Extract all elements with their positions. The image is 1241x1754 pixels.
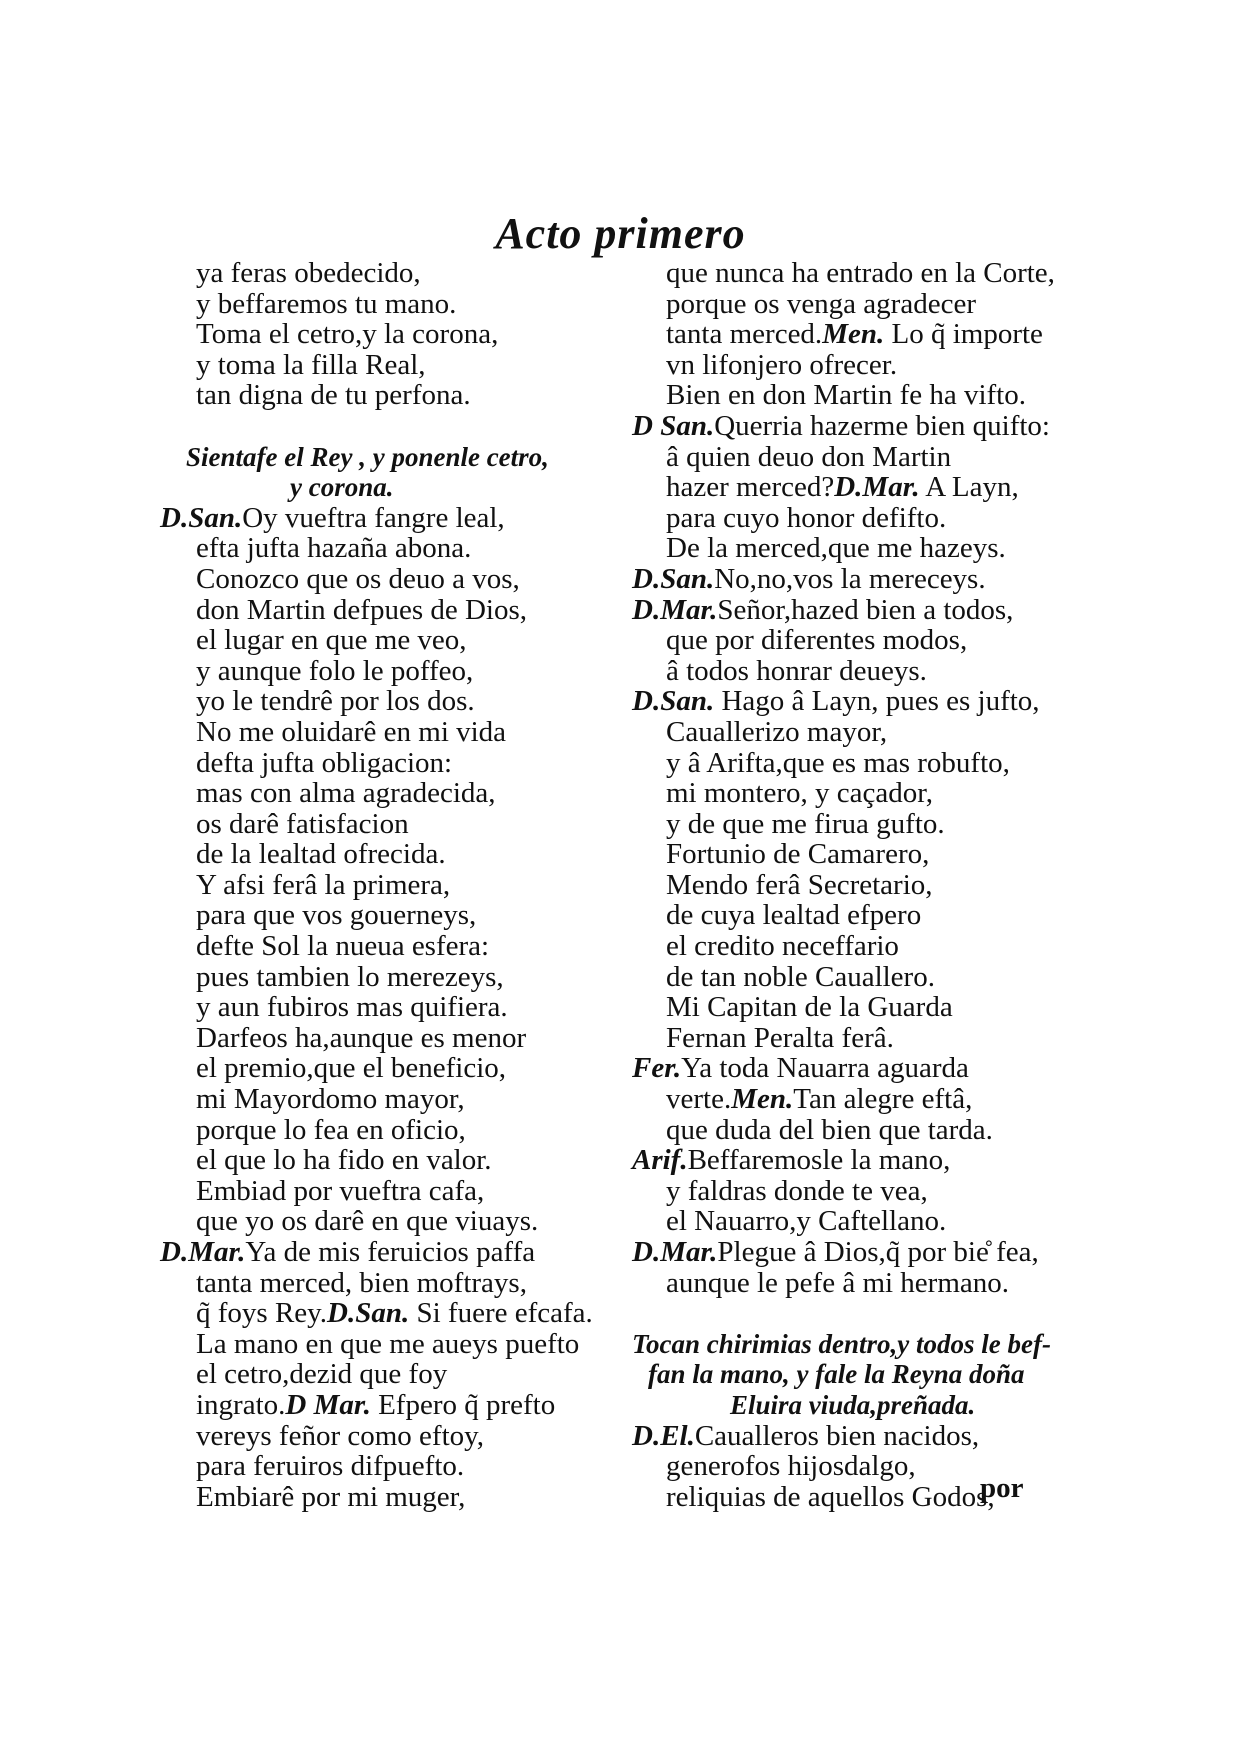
verse-text: que por diferentes modos, <box>666 624 968 657</box>
verse-text: de tan noble Cauallero. <box>666 960 935 993</box>
speaker-name: Men. <box>731 1083 794 1116</box>
verse-text: reliquias de aquellos Godos, <box>666 1480 995 1513</box>
verse-text: que nunca ha entrado en la Corte, <box>666 257 1055 289</box>
stage-direction-line: Eluira viuda,preñada. <box>730 1389 976 1420</box>
verse-line <box>620 900 1070 931</box>
verse-line <box>620 931 1070 962</box>
verse-text: para feruiros difpuefto. <box>196 1450 465 1483</box>
verse-line <box>620 533 1070 564</box>
stanza-gap <box>160 411 600 442</box>
speech-line <box>160 1237 600 1268</box>
verse-line <box>620 472 1070 503</box>
verse-line <box>160 1451 600 1482</box>
speech-line <box>620 1145 1070 1176</box>
stage-direction-line: fan la mano, y fale la Reyna doña <box>648 1359 1025 1390</box>
verse-text: Mendo ferâ Secretario, <box>666 868 933 901</box>
verse-line <box>160 748 600 779</box>
verse-text: y aunque folo le poffeo, <box>196 654 474 687</box>
verse-line <box>160 595 600 626</box>
verse-text: para que vos gouerneys, <box>196 899 477 932</box>
verse-line <box>160 809 600 840</box>
verse-text: y beffaremos tu mano. <box>196 287 457 320</box>
verse-text: el credito neceffario <box>666 930 899 963</box>
verse-text: Beffaremosle la mano, <box>687 1144 951 1177</box>
verse-text: ya feras obedecido, <box>196 257 421 289</box>
verse-line <box>160 962 600 993</box>
verse-line <box>160 1359 600 1390</box>
verse-text: Toma el cetro,y la corona, <box>196 318 499 351</box>
verse-text: Hago â Layn, pues es jufto, <box>714 685 1040 718</box>
verse-line <box>160 1115 600 1146</box>
verse-text: Ya toda Nauarra aguarda <box>681 1052 969 1085</box>
speech-line <box>620 1053 1070 1084</box>
verse-line <box>620 1023 1070 1054</box>
verse-line <box>160 1329 600 1360</box>
verse-text: â todos honrar deueys. <box>666 654 927 687</box>
verse-text: el Nauarro,y Caftellano. <box>666 1205 947 1238</box>
verse-line <box>620 1176 1070 1207</box>
verse-text: efta jufta hazaña abona. <box>196 532 472 565</box>
verse-text: Oy vueftra fangre leal, <box>242 501 505 534</box>
verse-text: tanta merced, bien moftrays, <box>196 1266 527 1299</box>
verse-line <box>620 962 1070 993</box>
verse-line <box>620 350 1070 381</box>
verse-line <box>160 656 600 687</box>
verse-line <box>620 258 1070 289</box>
verse-line <box>160 1298 600 1329</box>
speaker-name: D.Mar. <box>834 471 920 504</box>
verse-line <box>160 1390 600 1421</box>
verse-line <box>160 1421 600 1452</box>
speaker-name: D.San. <box>327 1297 410 1330</box>
verse-line <box>160 686 600 717</box>
speaker-name: D.San. <box>632 562 715 595</box>
verse-line <box>160 839 600 870</box>
stage-direction-line: Tocan chirimias dentro,y todos le bef- <box>632 1328 1051 1359</box>
verse-text: el lugar en que me veo, <box>196 624 467 657</box>
verse-text: el cetro,dezid que foy <box>196 1358 448 1391</box>
verse-line <box>620 717 1070 748</box>
speaker-name: Men. <box>822 318 885 351</box>
verse-line <box>160 533 600 564</box>
verse-text: aunque le pefe â mi hermano. <box>666 1266 1010 1299</box>
speaker-name: Arif. <box>632 1144 688 1177</box>
verse-text: pues tambien lo merezeys, <box>196 960 504 993</box>
verse-text: don Martin defpues de Dios, <box>196 593 528 626</box>
verse-text: porque lo fea en oficio, <box>196 1113 466 1146</box>
verse-line <box>620 625 1070 656</box>
verse-text: y aun fubiros mas quifiera. <box>196 991 508 1024</box>
verse-line <box>160 1145 600 1176</box>
verse-line <box>620 839 1070 870</box>
verse-text: Mi Capitan de la Guarda <box>666 991 953 1024</box>
verse-line <box>160 1023 600 1054</box>
verse-text: defta jufta obligacion: <box>196 746 453 779</box>
verse-text: ingrato. <box>196 1388 286 1421</box>
verse-line <box>620 380 1070 411</box>
verse-text: yo le tendrê por los dos. <box>196 685 475 718</box>
verse-text: Señor,hazed bien a todos, <box>717 593 1014 626</box>
verse-text: Fortunio de Camarero, <box>666 838 930 871</box>
verse-line <box>160 1053 600 1084</box>
verse-line <box>620 1084 1070 1115</box>
verse-line <box>160 778 600 809</box>
verse-line <box>620 503 1070 534</box>
verse-text: Caualleros bien nacidos, <box>694 1419 980 1452</box>
verse-line <box>620 870 1070 901</box>
verse-line <box>160 1084 600 1115</box>
verse-line <box>160 380 600 411</box>
speech-line <box>620 1421 1070 1452</box>
speaker-name: D.El. <box>632 1419 695 1452</box>
speaker-name: D.Mar. <box>632 593 718 626</box>
speech-line <box>620 564 1070 595</box>
verse-text: de la lealtad ofrecida. <box>196 838 446 871</box>
verse-line <box>160 870 600 901</box>
speech-line <box>620 411 1070 442</box>
verse-text: Darfeos ha,aunque es menor <box>196 1021 527 1054</box>
verse-text: Efpero q̃ prefto <box>370 1388 556 1421</box>
verse-text: â quien deuo don Martin <box>666 440 952 473</box>
speech-line <box>160 503 600 534</box>
speaker-name: D Mar. <box>285 1388 371 1421</box>
verse-text: mi montero, y caçador, <box>666 777 933 810</box>
speech-line <box>620 595 1070 626</box>
speech-line <box>620 1237 1070 1268</box>
verse-text: Fernan Peralta ferâ. <box>666 1021 894 1054</box>
verse-text: Embiad por vueftra cafa, <box>196 1174 485 1207</box>
verse-text: mas con alma agradecida, <box>196 777 496 810</box>
verse-text: para cuyo honor defifto. <box>666 501 947 534</box>
verse-line <box>620 1268 1070 1299</box>
speaker-name: D.Mar. <box>632 1236 718 1268</box>
verse-line <box>160 1206 600 1237</box>
running-head: Acto primero <box>495 209 746 258</box>
verse-text: que yo os darê en que viuays. <box>196 1205 539 1238</box>
verse-text: porque os venga agradecer <box>666 287 976 320</box>
speaker-name: D.Mar. <box>160 1236 246 1268</box>
verse-line <box>160 1482 600 1513</box>
verse-text: tanta merced. <box>666 318 823 351</box>
verse-line <box>160 1268 600 1299</box>
verse-text: Querria hazerme bien quifto: <box>714 409 1050 442</box>
verse-line <box>160 625 600 656</box>
verse-text: La mano en que me aueys puefto <box>196 1327 580 1360</box>
verse-line <box>620 656 1070 687</box>
verse-text: Embiarê por mi muger, <box>196 1480 466 1513</box>
verse-text: tan digna de tu perfona. <box>196 379 471 412</box>
verse-line <box>620 319 1070 350</box>
verse-line <box>160 319 600 350</box>
verse-line <box>160 717 600 748</box>
stage-direction-line: Sientafe el Rey , y ponenle cetro, <box>186 441 549 472</box>
speaker-name: Fer. <box>632 1052 682 1085</box>
verse-text: os darê fatisfacion <box>196 807 409 840</box>
verse-text: y â Arifta,que es mas robufto, <box>666 746 1010 779</box>
verse-text: q̃ foys Rey. <box>196 1297 328 1330</box>
verse-text: No me oluidarê en mi vida <box>196 715 507 748</box>
catchword: por <box>980 1472 1024 1504</box>
verse-line <box>160 258 600 289</box>
stanza-gap <box>620 1298 1070 1329</box>
verse-text: Plegue â Dios,q̃ por bie̊ fea, <box>717 1236 1039 1268</box>
verse-text: generofos hijosdalgo, <box>666 1450 916 1483</box>
speech-line <box>620 686 1070 717</box>
verse-text: Cauallerizo mayor, <box>666 715 888 748</box>
speaker-name: D.San. <box>160 501 243 534</box>
speaker-name: D.San. <box>632 685 715 718</box>
verse-text: A Layn, <box>919 471 1019 504</box>
verse-text: No,no,vos la mereceys. <box>714 562 986 595</box>
verse-text: Y afsi ferâ la primera, <box>196 868 451 901</box>
verse-line <box>160 992 600 1023</box>
verse-text: el que lo ha fido en valor. <box>196 1144 492 1177</box>
verse-line <box>620 1115 1070 1146</box>
verse-text: y de que me firua gufto. <box>666 807 945 840</box>
verse-text: que duda del bien que tarda. <box>666 1113 993 1146</box>
verse-text: Si fuere efcafa. <box>409 1297 593 1330</box>
verse-line <box>160 900 600 931</box>
verse-text: Tan alegre eftâ, <box>793 1083 973 1116</box>
verse-line <box>620 1206 1070 1237</box>
verse-text: vn lifonjero ofrecer. <box>666 348 898 381</box>
left-verse-column <box>160 258 600 1512</box>
verse-text: de cuya lealtad efpero <box>666 899 922 932</box>
verse-line <box>160 931 600 962</box>
verse-line <box>160 350 600 381</box>
verse-line <box>160 1176 600 1207</box>
verse-line <box>620 748 1070 779</box>
verse-text: el premio,que el beneficio, <box>196 1052 507 1085</box>
verse-text: y faldras donde te vea, <box>666 1174 928 1207</box>
verse-text: defte Sol la nueua esfera: <box>196 930 490 963</box>
right-verse-column <box>620 258 1070 1512</box>
verse-line <box>620 778 1070 809</box>
verse-line <box>160 289 600 320</box>
verse-line <box>620 289 1070 320</box>
verse-text: Ya de mis feruicios paffa <box>245 1236 536 1268</box>
verse-text: De la merced,que me hazeys. <box>666 532 1006 565</box>
verse-text: hazer merced? <box>666 471 835 504</box>
verse-text: Bien en don Martin fe ha vifto. <box>666 379 1026 412</box>
speaker-name: D San. <box>632 409 715 442</box>
verse-text: mi Mayordomo mayor, <box>196 1083 465 1116</box>
verse-text: y toma la filla Real, <box>196 348 426 381</box>
verse-line <box>160 564 600 595</box>
verse-text: vereys feñor como eftoy, <box>196 1419 485 1452</box>
verse-line <box>620 809 1070 840</box>
stage-direction-line: y corona. <box>290 472 394 503</box>
verse-text: Lo q̃ importe <box>884 318 1043 351</box>
verse-text: verte. <box>666 1083 732 1116</box>
verse-line <box>620 992 1070 1023</box>
verse-text: Conozco que os deuo a vos, <box>196 562 520 595</box>
verse-line <box>620 442 1070 473</box>
